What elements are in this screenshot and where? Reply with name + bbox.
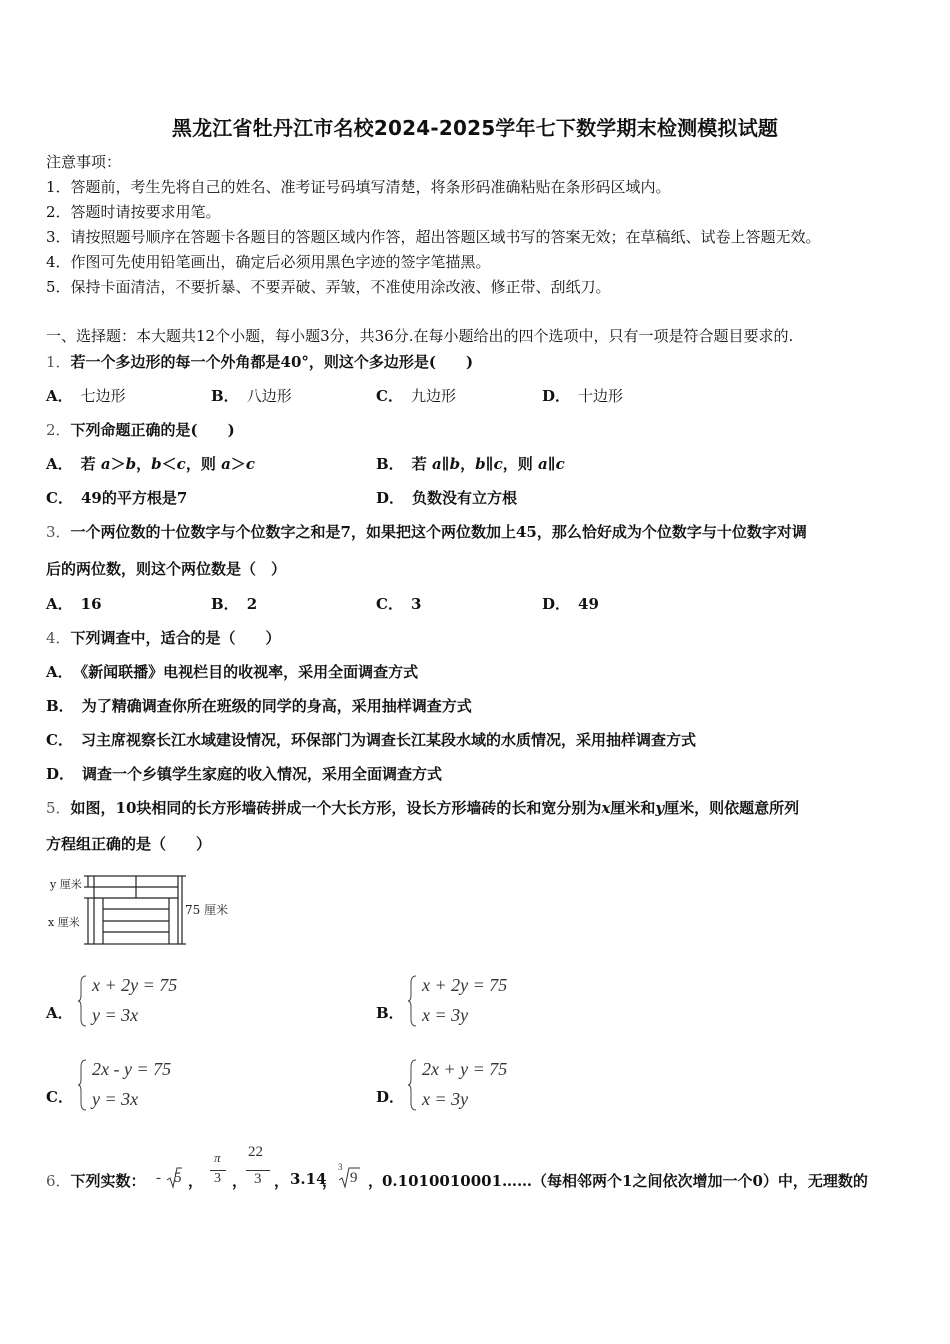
question-text: 下列命题正确的是( ) bbox=[70, 421, 235, 439]
q5-option-a[interactable]: x + 2y = 75 y = 3x bbox=[78, 975, 208, 1031]
label-75: 75 厘米 bbox=[185, 903, 229, 917]
notice-item: 4．作图可先使用铅笔画出，确定后必须用黑色字迹的签字笔描黑。 bbox=[46, 253, 491, 271]
question-number: 5． bbox=[46, 799, 71, 817]
q4-option-c[interactable]: C． 习主席视察长江水域建设情况，环保部门为调查长江某段水域的水质情况，采用抽样调查方式 bbox=[46, 731, 696, 749]
q1-option-a[interactable]: A． 七边形 bbox=[46, 387, 126, 405]
brace-icon bbox=[78, 975, 88, 1027]
brace-icon bbox=[408, 975, 418, 1027]
brick-diagram bbox=[48, 868, 238, 950]
question-number: 4． bbox=[46, 629, 71, 647]
q1-option-b[interactable]: B． 八边形 bbox=[211, 387, 292, 405]
question-text: 一个两位数的十位数字与个位数字之和是7，如果把这个两位数加上45，那么恰好成为个位数字与十位数字对调 bbox=[70, 523, 807, 541]
question-1 bbox=[46, 352, 473, 372]
q5-option-b-label[interactable]: B． bbox=[376, 1004, 404, 1022]
question-3-cont: 后的两位数，则这个两位数是（ ） bbox=[46, 560, 287, 578]
question-number: 3． bbox=[46, 523, 71, 541]
q1-option-c[interactable]: C． 九边形 bbox=[376, 387, 456, 405]
q3-option-d[interactable]: D． 49 bbox=[542, 595, 599, 613]
question-text: 若一个多边形的每一个外角都是40°，则这个多边形是( ) bbox=[70, 353, 474, 371]
question-5: 5．如图，10块相同的长方形墙砖拼成一个大长方形，设长方形墙砖的长和宽分别为x厘米和y厘米，则依题意所列 bbox=[46, 799, 800, 817]
q2-option-b[interactable]: B． 若 a∥b，b∥c，则 a∥c bbox=[376, 455, 565, 473]
q3-option-b[interactable]: B． 2 bbox=[211, 595, 258, 613]
notice-item: 1．答题前，考生先将自己的姓名、准考证号码填写清楚，将条形码准确粘贴在条形码区域内。 bbox=[46, 178, 671, 196]
question-number: 1． bbox=[46, 353, 71, 371]
q5-option-b[interactable]: x + 2y = 75 x = 3y bbox=[408, 975, 538, 1031]
question-number: 2． bbox=[46, 421, 71, 439]
question-5-cont: 方程组正确的是（ ） bbox=[46, 835, 212, 853]
q2-option-a[interactable]: A． 若 a＞b，b＜c，则 a＞c bbox=[46, 455, 255, 473]
q2-option-c[interactable]: C． 49的平方根是7 bbox=[46, 489, 188, 507]
label-x: x 厘米 bbox=[48, 916, 80, 929]
question-2 bbox=[46, 420, 235, 440]
brace-icon bbox=[408, 1059, 418, 1111]
notice-heading: 注意事项： bbox=[46, 153, 122, 171]
notice-item: 3．请按照题号顺序在答题卡各题目的答题区域内作答，超出答题区域书写的答案无效；在草稿纸、试卷上答题无效。 bbox=[46, 228, 821, 246]
q5-option-a-label[interactable]: A． bbox=[46, 1004, 73, 1022]
question-3 bbox=[46, 522, 807, 542]
q1-option-d[interactable]: D． 十边形 bbox=[542, 387, 624, 405]
q5-option-d[interactable]: 2x + y = 75 x = 3y bbox=[408, 1059, 538, 1115]
page-title: 黑龙江省牡丹江市名校2024-2025学年七下数学期末检测模拟试题 bbox=[171, 116, 779, 140]
q5-option-c-label[interactable]: C． bbox=[46, 1088, 73, 1106]
q5-option-c[interactable]: 2x - y = 75 y = 3x bbox=[78, 1059, 208, 1115]
q4-option-d[interactable]: D． 调查一个乡镇学生家庭的收入情况，采用全面调查方式 bbox=[46, 765, 443, 783]
question-text: 下列调查中，适合的是（ ） bbox=[70, 629, 281, 647]
q5-option-d-label[interactable]: D． bbox=[376, 1088, 405, 1106]
q3-option-c[interactable]: C． 3 bbox=[376, 595, 422, 613]
question-6: 6．下列实数： - 5 ， π 3 ， 22 3 ， 3.14 ， 3 9 ， 0.1010010001……（每相邻两个1之间依次增加一个0）中，无理数的 bbox=[46, 1144, 868, 1190]
q4-option-b[interactable]: B． 为了精确调查你所在班级的同学的身高，采用抽样调查方式 bbox=[46, 697, 472, 715]
q4-option-a[interactable]: A． 《新闻联播》电视栏目的收视率，采用全面调查方式 bbox=[46, 663, 419, 681]
brick-figure bbox=[48, 868, 238, 950]
q3-option-a[interactable]: A． 16 bbox=[46, 595, 102, 613]
brace-icon bbox=[78, 1059, 88, 1111]
notice-item: 2．答题时请按要求用笔。 bbox=[46, 203, 221, 221]
q2-option-d[interactable]: D． 负数没有立方根 bbox=[376, 489, 518, 507]
notice-item: 5．保持卡面清洁，不要折暴、不要弄破、弄皱，不准使用涂改液、修正带、刮纸刀。 bbox=[46, 278, 611, 296]
label-y: y 厘米 bbox=[50, 878, 82, 891]
section-header: 一、选择题：本大题共12个小题，每小题3分，共36分.在每小题给出的四个选项中，只有一项是符合题目要求的. bbox=[46, 327, 794, 345]
question-4 bbox=[46, 628, 281, 648]
